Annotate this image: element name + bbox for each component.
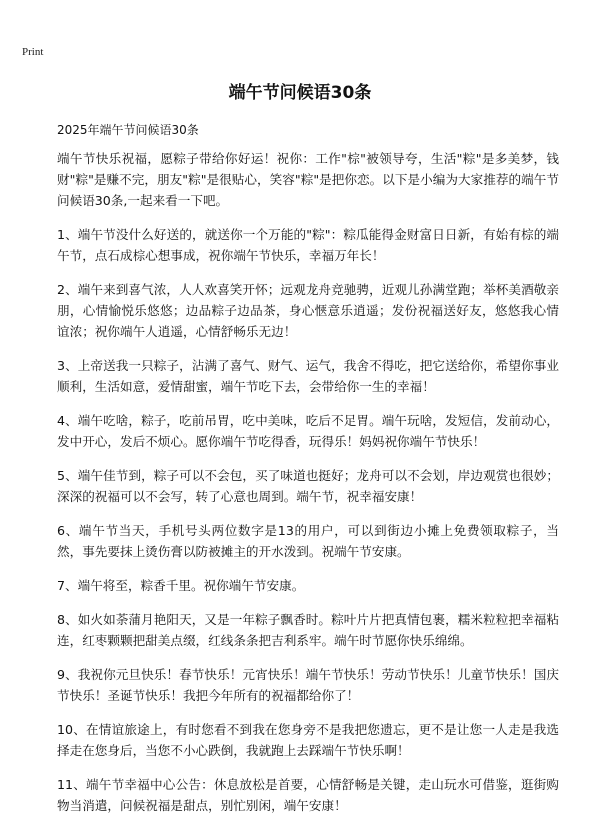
- greeting-item-8: 8、如火如荼蒲月艳阳天，又是一年粽子飘香时。粽叶片片把真情包裹，糯米粒粒把幸福粘连，红枣颗颗把甜美点缀，红线条条把吉利系牢。端午时节愿你快乐绵绵。: [57, 612, 559, 648]
- greeting-item-10: 10、在情谊旅途上，有时您看不到我在您身旁不是我把您遗忘，更不是让您一人走是我选择走在您身后，当您不小心跌倒，我就跑上去踩端午节快乐啊！: [57, 722, 559, 758]
- page-title: 端午节问候语30条: [228, 83, 372, 103]
- greeting-item-7: 7、端午将至，粽香千里。祝你端午节安康。: [57, 578, 305, 593]
- greeting-item-11: 11、端午节幸福中心公告：休息放松是首要，心情舒畅是关键，走山玩水可借鉴，逛街购物当消遣，问候祝福是甜点，别忙别闲，端午安康！: [57, 777, 559, 813]
- print-link[interactable]: Print: [22, 46, 44, 58]
- intro-paragraph: 端午节快乐祝福，愿粽子带给你好运！祝你：工作"棕"被领导夸，生活"粽"是多美梦，钱财"粽"是赚不完，朋友"粽"是很贴心，笑容"粽"是把你恋。以下是小编为大家推荐的端午节问候语30条,一起来看一下吧。: [57, 151, 559, 208]
- greeting-item-1: 1、端午节没什么好送的，就送你一个万能的"粽"：粽瓜能得金财富日日新，有始有棕的端午节，点石成棕心想事成，祝你端午节快乐，幸福万年长！: [57, 227, 559, 263]
- greeting-item-9: 9、我祝你元旦快乐！春节快乐！元宵快乐！端午节快乐！劳动节快乐！儿童节快乐！国庆节快乐！圣诞节快乐！我把今年所有的祝福都给你了！: [57, 667, 559, 703]
- article-body: [57, 148, 559, 829]
- greeting-item-3: 3、上帝送我一只粽子，沾满了喜气、财气、运气，我舍不得吃，把它送给你，希望你事业顺利，生活如意，爱情甜蜜，端午节吃下去，会带给你一生的幸福！: [57, 358, 559, 394]
- document-subtitle: 2025年端午节问候语30条: [57, 123, 199, 137]
- greeting-item-2: 2、端午来到喜气浓，人人欢喜笑开怀；远观龙舟竞驰骋，近观儿孙满堂跑；举杯美酒敬亲朋，心情愉悦乐悠悠；边品粽子边品茶，身心惬意乐逍遥；发份祝福送好友，悠悠我心情谊浓；祝你端午人逍遥，心情舒畅乐无边！: [57, 282, 559, 339]
- greeting-item-4: 4、端午吃啥，粽子，吃前吊胃，吃中美味，吃后不足胃。端午玩啥，发短信，发前动心，发中开心，发后不烦心。愿你端午节吃得香，玩得乐！妈妈祝你端午节快乐！: [57, 413, 559, 449]
- greeting-item-5: 5、端午佳节到，粽子可以不会包，买了味道也挺好；龙舟可以不会划，岸边观赏也很妙；深深的祝福可以不会写，转了心意也周到。端午节，祝幸福安康！: [57, 468, 559, 504]
- greeting-item-6: 6、端午节当天，手机号头两位数字是13的用户，可以到街边小摊上免费领取粽子，当然，事先要抹上烫伤膏以防被摊主的开水泼到。祝端午节安康。: [57, 523, 559, 559]
